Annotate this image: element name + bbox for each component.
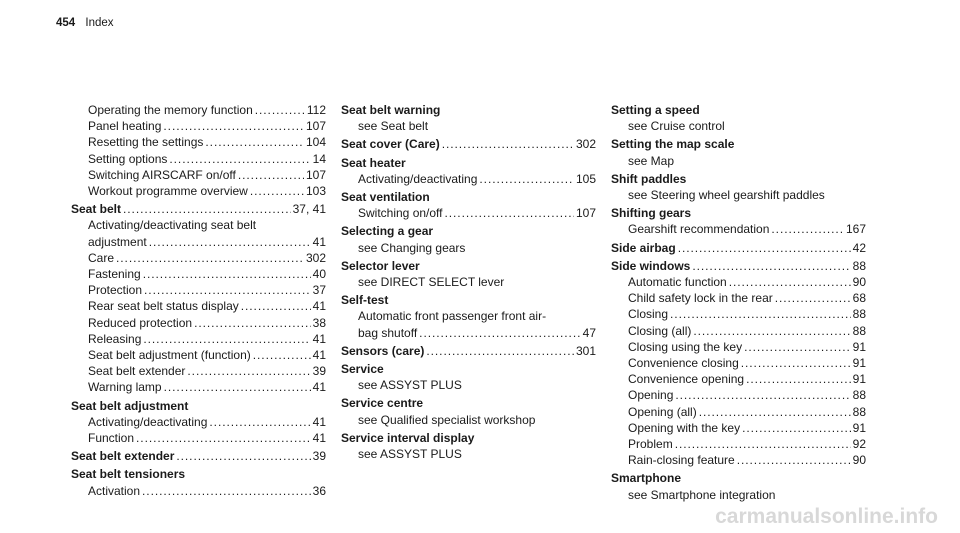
leader-dots [744, 339, 851, 355]
index-entry [71, 201, 326, 217]
page-reference: 88 [852, 404, 866, 419]
page-reference: 39 [312, 449, 326, 464]
leader-dots [442, 136, 574, 152]
index-column-right [611, 102, 866, 503]
page-reference: 104 [305, 135, 326, 150]
page-reference: 41 [312, 414, 326, 429]
leader-dots [445, 205, 574, 221]
entry-text: Closing using the key [628, 339, 743, 354]
page-reference: 14 [312, 151, 326, 166]
entry-text: Service [341, 362, 384, 377]
entry-text: Gearshift recommendation [628, 222, 770, 237]
index-subentry [71, 282, 326, 298]
leader-dots [149, 234, 311, 250]
index-subentry [611, 452, 866, 468]
index-subentry [611, 290, 866, 306]
page-reference: 42 [852, 240, 866, 255]
entry-text: Convenience closing [628, 356, 739, 371]
entry-text: Warning lamp [88, 380, 162, 395]
entry-text: Opening (all) [628, 404, 697, 419]
index-subentry [71, 183, 326, 199]
page-reference: 41 [312, 234, 326, 249]
page-reference: 301 [575, 343, 596, 358]
watermark: carmanualsonline.info [715, 505, 938, 528]
index-subentry [611, 187, 866, 203]
index-subentry [341, 118, 596, 134]
index-entry [341, 395, 596, 411]
leader-dots [678, 240, 851, 256]
entry-text: Function [88, 431, 135, 446]
entry-text: see ASSYST PLUS [358, 378, 462, 393]
entry-text: Side airbag [611, 240, 676, 255]
index-subentry [611, 153, 866, 169]
index-entry [611, 258, 866, 274]
leader-dots [143, 331, 310, 347]
index-subentry [71, 315, 326, 331]
index-subentry [611, 323, 866, 339]
page-reference: 88 [852, 323, 866, 338]
page-reference: 105 [575, 171, 596, 186]
index-subentry [71, 363, 326, 379]
page-reference: 41 [312, 299, 326, 314]
index-entry [71, 398, 326, 414]
index-subentry [71, 298, 326, 314]
index-entry [71, 448, 326, 464]
entry-text: bag shutoff [358, 325, 418, 340]
index-subentry [341, 325, 596, 341]
entry-text: Opening [628, 388, 674, 403]
index-subentry [71, 347, 326, 363]
index-entry [341, 223, 596, 239]
entry-text: Workout programme overview [88, 184, 248, 199]
index-subentry [71, 430, 326, 446]
index-subentry [71, 118, 326, 134]
leader-dots [238, 167, 304, 183]
entry-text: Shift paddles [611, 171, 687, 186]
entry-text: Service interval display [341, 430, 475, 445]
leader-dots [775, 290, 851, 306]
entry-text: see ASSYST PLUS [358, 447, 462, 462]
index-entry [341, 343, 596, 359]
page-reference: 88 [852, 258, 866, 273]
index-subentry [611, 371, 866, 387]
index-subentry [611, 420, 866, 436]
index-subentry [341, 446, 596, 462]
entry-text: see Cruise control [628, 119, 725, 134]
index-column-left [71, 102, 326, 499]
index-entry [341, 102, 596, 118]
entry-text: Seat belt [71, 202, 122, 217]
leader-dots [675, 436, 851, 452]
entry-text: Seat ventilation [341, 190, 430, 205]
index-subentry [611, 404, 866, 420]
index-subentry [71, 134, 326, 150]
leader-dots [144, 282, 311, 298]
index-entry [611, 240, 866, 256]
entry-text: see Smartphone integration [628, 487, 776, 502]
entry-text: Switching AIRSCARF on/off [88, 167, 236, 182]
entry-text: Rain-closing feature [628, 453, 735, 468]
page-reference: 90 [852, 453, 866, 468]
entry-text: see Map [628, 153, 675, 168]
entry-text: Selector lever [341, 258, 420, 273]
index-entry [611, 171, 866, 187]
entry-text: Fastening [88, 267, 141, 282]
index-entry [341, 361, 596, 377]
index-subentry [341, 171, 596, 187]
leader-dots [741, 355, 851, 371]
entry-text: Activating/deactivating [358, 171, 478, 186]
index-column-middle [341, 102, 596, 462]
leader-dots [479, 171, 574, 187]
leader-dots [241, 298, 311, 314]
page-reference: 41 [312, 431, 326, 446]
page-reference: 41 [312, 380, 326, 395]
page-reference: 41 [312, 331, 326, 346]
entry-text: Seat belt tensioners [71, 467, 186, 482]
index-subentry [71, 217, 326, 233]
entry-text: Selecting a gear [341, 224, 434, 239]
leader-dots [771, 221, 844, 237]
entry-text: Activation [88, 483, 141, 498]
entry-text: Convenience opening [628, 372, 745, 387]
entry-text: Seat heater [341, 155, 406, 170]
page-reference: 92 [852, 437, 866, 452]
entry-text: Seat cover (Care) [341, 137, 440, 152]
leader-dots [426, 343, 574, 359]
leader-dots [692, 258, 850, 274]
page-reference: 68 [852, 291, 866, 306]
leader-dots [143, 266, 311, 282]
entry-text: Automatic front passenger front air- [358, 309, 547, 324]
index-subentry [71, 414, 326, 430]
entry-text: Seat belt adjustment (function) [88, 348, 251, 363]
entry-text: Releasing [88, 331, 142, 346]
entry-text: see Qualified specialist workshop [358, 412, 536, 427]
page-reference: 107 [575, 206, 596, 221]
page-reference: 38 [312, 315, 326, 330]
index-entry [341, 292, 596, 308]
leader-dots [187, 363, 310, 379]
entry-text: Closing (all) [628, 323, 692, 338]
entry-text: Side windows [611, 258, 691, 273]
page-reference: 91 [852, 420, 866, 435]
entry-text: Activating/deactivating seat belt [88, 218, 257, 233]
entry-text: Setting the map scale [611, 137, 735, 152]
entry-text: Rear seat belt status display [88, 299, 239, 314]
leader-dots [176, 448, 310, 464]
leader-dots [205, 134, 304, 150]
index-subentry [611, 339, 866, 355]
entry-text: Operating the memory function [88, 103, 253, 117]
entry-text: Seat belt extender [88, 364, 186, 379]
leader-dots [737, 452, 851, 468]
leader-dots [675, 387, 850, 403]
index-entry [71, 466, 326, 482]
entry-text: Closing [628, 307, 669, 322]
page-reference: 47 [582, 325, 596, 340]
index-subentry [341, 377, 596, 393]
entry-text: see Steering wheel gearshift paddles [628, 188, 825, 203]
entry-text: Seat belt extender [71, 449, 175, 464]
leader-dots [250, 183, 304, 199]
entry-text: Problem [628, 437, 673, 452]
entry-text: Child safety lock in the rear [628, 291, 773, 306]
entry-text: Seat belt adjustment [71, 398, 189, 413]
page-reference: 107 [305, 167, 326, 182]
leader-dots [746, 371, 851, 387]
index-subentry [71, 266, 326, 282]
leader-dots [693, 323, 850, 339]
leader-dots [163, 118, 304, 134]
leader-dots [742, 420, 851, 436]
index-entry [611, 470, 866, 486]
leader-dots [142, 483, 311, 499]
page-reference: 112 [306, 103, 326, 117]
leader-dots [255, 102, 305, 118]
index-subentry [71, 151, 326, 167]
entry-text: Service centre [341, 396, 424, 411]
page-reference: 91 [852, 372, 866, 387]
index-subentry [611, 221, 866, 237]
entry-text: Resetting the settings [88, 135, 204, 150]
page-reference: 37, 41 [292, 202, 326, 217]
index-subentry [611, 387, 866, 403]
page-reference: 36 [312, 483, 326, 498]
page-header [56, 17, 114, 29]
leader-dots [209, 414, 310, 430]
index-subentry [71, 483, 326, 499]
index-subentry [341, 412, 596, 428]
index-subentry [341, 308, 596, 324]
entry-text: Setting a speed [611, 103, 700, 117]
index-entry [611, 136, 866, 152]
index-subentry [71, 167, 326, 183]
page-reference: 90 [852, 275, 866, 290]
index-entry [341, 155, 596, 171]
index-subentry [611, 306, 866, 322]
index-entry [611, 205, 866, 221]
page-reference: 40 [312, 267, 326, 282]
leader-dots [194, 315, 311, 331]
index-subentry [71, 102, 326, 118]
index-entry [341, 136, 596, 152]
page-reference: 302 [305, 250, 326, 265]
index-subentry [611, 274, 866, 290]
leader-dots [164, 379, 311, 395]
index-subentry [611, 118, 866, 134]
entry-text: Opening with the key [628, 420, 741, 435]
index-subentry [71, 379, 326, 395]
page-reference: 91 [852, 339, 866, 354]
page-reference: 88 [852, 307, 866, 322]
entry-text: Shifting gears [611, 206, 692, 221]
page-reference: 167 [845, 222, 866, 237]
entry-text: Automatic function [628, 275, 727, 290]
entry-text: Reduced protection [88, 315, 193, 330]
leader-dots [116, 250, 304, 266]
leader-dots [136, 430, 311, 446]
entry-text: see DIRECT SELECT lever [358, 275, 505, 290]
index-subentry [611, 436, 866, 452]
leader-dots [123, 201, 291, 217]
page-reference: 88 [852, 388, 866, 403]
page-reference: 103 [305, 184, 326, 199]
page-number: 454 [56, 17, 76, 29]
section-title: Index [85, 17, 114, 29]
page-reference: 302 [575, 137, 596, 152]
entry-text: Care [88, 250, 115, 265]
index-entry [341, 258, 596, 274]
index-subentry [341, 205, 596, 221]
entry-text: Switching on/off [358, 206, 443, 221]
entry-text: Panel heating [88, 119, 162, 134]
entry-text: Seat belt warning [341, 103, 441, 117]
entry-text: Smartphone [611, 471, 682, 486]
entry-text: Sensors (care) [341, 343, 425, 358]
index-subentry [341, 274, 596, 290]
index-subentry [341, 240, 596, 256]
index-entry [611, 102, 866, 118]
entry-text: see Seat belt [358, 119, 429, 134]
entry-text: adjustment [88, 234, 147, 249]
index-subentry [71, 331, 326, 347]
page-reference: 107 [305, 119, 326, 134]
entry-text: Activating/deactivating [88, 414, 208, 429]
index-subentry [71, 250, 326, 266]
entry-text: see Changing gears [358, 240, 466, 255]
leader-dots [419, 325, 580, 341]
page-reference: 37 [312, 283, 326, 298]
index-subentry [71, 234, 326, 250]
page-reference: 41 [312, 348, 326, 363]
index-entry [341, 430, 596, 446]
page-reference: 39 [312, 364, 326, 379]
entry-text: Protection [88, 283, 143, 298]
leader-dots [729, 274, 851, 290]
entry-text: Setting options [88, 151, 168, 166]
leader-dots [169, 151, 310, 167]
index-subentry [611, 487, 866, 503]
page-reference: 91 [852, 356, 866, 371]
entry-text: Self-test [341, 293, 389, 308]
index-subentry [611, 355, 866, 371]
leader-dots [253, 347, 311, 363]
index-entry [341, 189, 596, 205]
leader-dots [670, 306, 851, 322]
leader-dots [699, 404, 851, 420]
